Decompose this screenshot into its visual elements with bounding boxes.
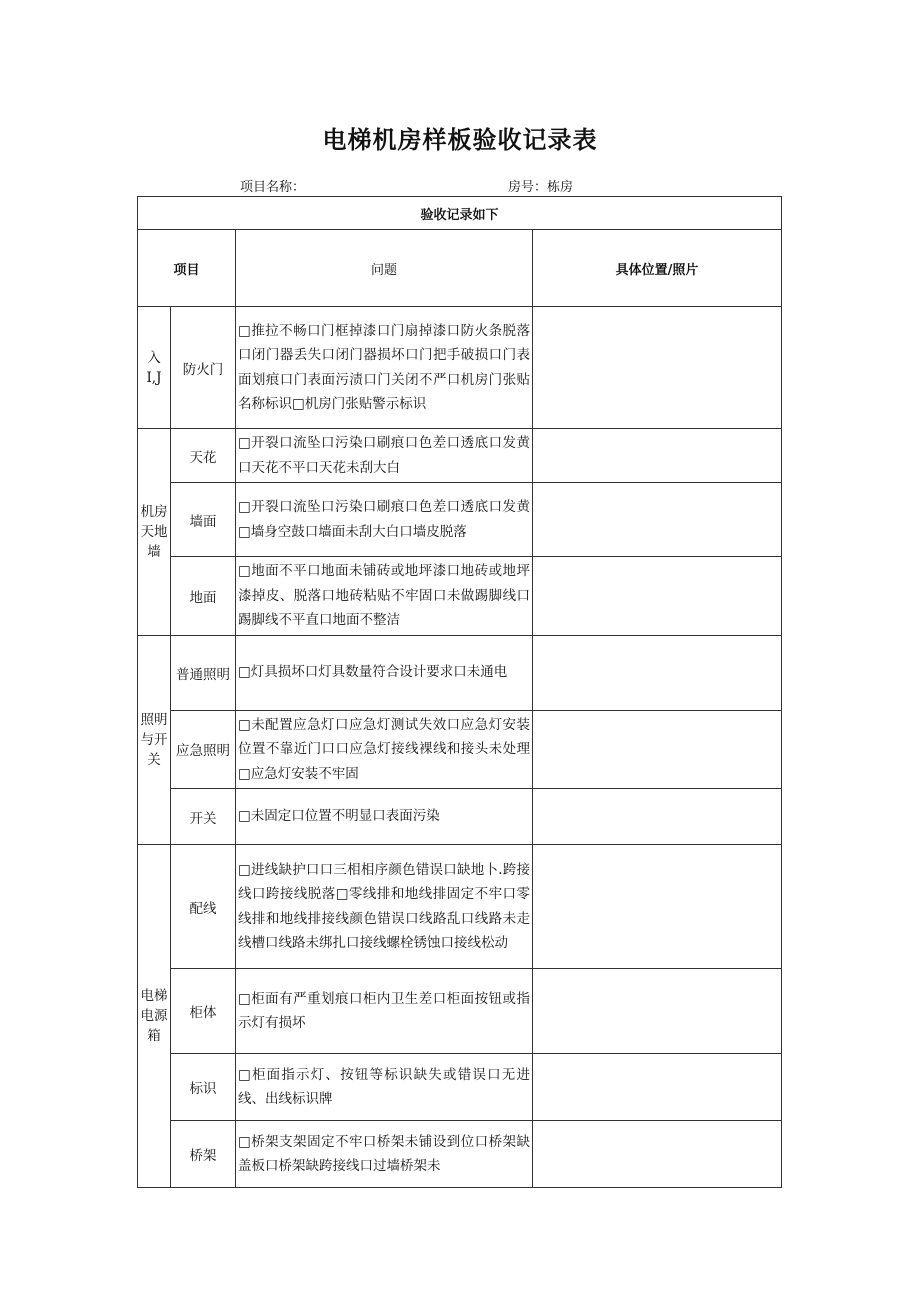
subitem-fire-door: 防火门 xyxy=(171,307,236,429)
category-text: 电源 xyxy=(140,1008,168,1024)
project-name-label: 项目名称： xyxy=(240,180,306,195)
issue-checklist: □地面不平口地面未铺砖或地坪漆口地砖或地坪漆掉皮、脱落口地砖粘贴不牢固口未做踢脚线口踢脚线不平直口地面不整洁 xyxy=(236,557,533,636)
subitem-emergency-lighting: 应急照明 xyxy=(171,710,236,789)
location-cell[interactable] xyxy=(533,307,782,429)
issue-checklist: □进线缺护口口三相相序颜色错误口缺地卜.跨接线口跨接线脱落□零线排和地线排固定不牢口零线排和地线排接线颜色错误口线路乱口线路未走线槽口线路未绑扎口接线螺栓锈蚀口接线松动 xyxy=(236,845,533,969)
issue-checklist: □未固定口位置不明显口表面污染 xyxy=(236,789,533,845)
subitem-switch: 开关 xyxy=(171,789,236,845)
issue-checklist: □柜面有严重划痕口柜内卫生差口柜面按钮或指示灯有损坏 xyxy=(236,969,533,1054)
category-text: 入 xyxy=(147,349,161,366)
table-row xyxy=(138,969,782,1054)
table-row xyxy=(138,710,782,789)
table-row xyxy=(138,483,782,557)
issue-checklist: □未配置应急灯口应急灯测试失效口应急灯安装位置不靠近门口口应急灯接线裸线和接头未处理□应急灯安装不牢固 xyxy=(236,710,533,789)
category-entrance xyxy=(138,307,171,429)
location-cell[interactable] xyxy=(533,1121,782,1188)
issue-checklist: □开裂口流坠口污染口刷痕口色差口透底口发黄□墙身空鼓口墙面未刮大白口墙皮脱落 xyxy=(236,483,533,557)
issue-checklist: □开裂口流坠口污染口刷痕口色差口透底口发黄口天花不平口天花未刮大白 xyxy=(236,429,533,483)
location-cell[interactable] xyxy=(533,710,782,789)
table-row xyxy=(138,789,782,845)
location-cell[interactable] xyxy=(533,429,782,483)
location-cell[interactable] xyxy=(533,1054,782,1121)
location-cell[interactable] xyxy=(533,557,782,636)
category-text: 电梯 xyxy=(140,988,168,1004)
category-machine-room-surfaces xyxy=(138,429,171,636)
column-header-location: 具体位置/照片 xyxy=(533,230,782,307)
category-text: 关 xyxy=(147,751,161,768)
table-row xyxy=(138,307,782,429)
subitem-cabinet: 柜体 xyxy=(171,969,236,1054)
location-cell[interactable] xyxy=(533,635,782,710)
table-header-bar: 验收记录如下 xyxy=(138,197,782,230)
category-lighting-switches xyxy=(138,635,171,845)
category-text: 箱 xyxy=(147,1028,161,1044)
table-row xyxy=(138,1121,782,1188)
column-header-item: 项目 xyxy=(138,230,236,307)
subitem-normal-lighting: 普通照明 xyxy=(171,635,236,710)
issue-checklist: □桥架支架固定不牢口桥架未铺设到位口桥架缺盖板口桥架缺跨接线口过墙桥架未 xyxy=(236,1121,533,1188)
issue-checklist: □灯具损坏口灯具数量符合设计要求口未通电 xyxy=(236,635,533,710)
room-number-label: 房号：栋房 xyxy=(508,180,574,195)
category-text: 天地 xyxy=(140,523,168,540)
subitem-wiring: 配线 xyxy=(171,845,236,969)
table-row xyxy=(138,429,782,483)
subitem-floor: 地面 xyxy=(171,557,236,636)
table-row xyxy=(138,845,782,969)
location-cell[interactable] xyxy=(533,789,782,845)
document-title: 电梯机房样板验收记录表 xyxy=(322,126,598,154)
inspection-record-table xyxy=(137,196,782,1188)
category-text: 照明 xyxy=(140,711,168,728)
subitem-ceiling: 天花 xyxy=(171,429,236,483)
column-header-issue: 问题 xyxy=(236,230,533,307)
location-cell[interactable] xyxy=(533,845,782,969)
category-text: 与开 xyxy=(140,731,168,748)
table-row xyxy=(138,1054,782,1121)
table-row xyxy=(138,557,782,636)
category-text: I,J xyxy=(146,369,162,386)
location-cell[interactable] xyxy=(533,483,782,557)
issue-checklist: □柜面指示灯、按钮等标识缺失或错误口无进线、出线标识牌 xyxy=(236,1054,533,1121)
table-row xyxy=(138,635,782,710)
location-cell[interactable] xyxy=(533,969,782,1054)
category-text: 墙 xyxy=(147,543,161,560)
category-elevator-power-box xyxy=(138,845,171,1188)
issue-checklist: □推拉不畅口门框掉漆口门扇掉漆口防火条脱落口闭门器丢失口闭门器损坏口门把手破损口门表面划痕口门表面污渍口门关闭不严口机房门张贴名称标识□机房门张贴警示标识 xyxy=(236,307,533,429)
subitem-cable-tray: 桥架 xyxy=(171,1121,236,1188)
category-text: 机房 xyxy=(140,503,168,520)
subitem-wall: 墙面 xyxy=(171,483,236,557)
subitem-labels: 标识 xyxy=(171,1054,236,1121)
